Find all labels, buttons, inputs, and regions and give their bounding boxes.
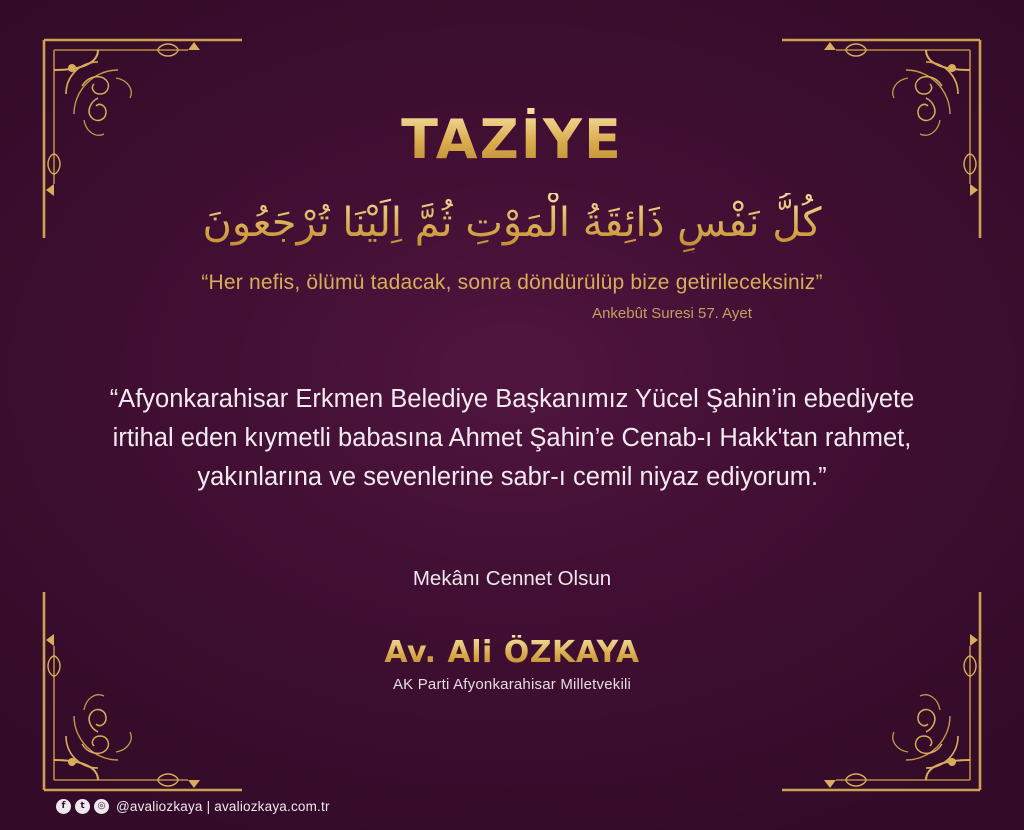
wish-text: Mekânı Cennet Olsun [412,567,612,590]
footer-bar [56,799,330,814]
condolence-message: “Afyonkarahisar Erkmen Belediye Başkanımız Yücel Şahin’in ebediyete irtihal eden kıymetli babasına Ahmet Şahin’e Cenab-ı Hakk'tan rahmet, yakınlarına ve sevenlerine sabr-ı cemil niyaz ediyorum.” [109,385,915,491]
quran-verse-source: Ankebût Suresi 57. Ayet [592,305,752,322]
quran-verse-translation: “Her nefis, ölümü tadacak, sonra döndürülüp bize getirileceksiniz” [201,271,823,294]
page-title: TAZİYE [401,108,623,171]
signature-name: Av. Ali ÖZKAYA [384,635,640,670]
facebook-icon[interactable]: f [56,799,71,814]
instagram-icon[interactable]: ◎ [94,799,109,814]
quran-verse-arabic: كُلُّ نَفْسٍ ذَائِقَةُ الْمَوْتِ ثُمَّ اِلَيْنَا تُرْجَعُونَ [202,193,821,253]
signature-title: AK Parti Afyonkarahisar Milletvekili [392,676,632,693]
social-handle[interactable]: @avaliozkaya | avaliozkaya.com.tr [116,799,330,814]
social-icons [56,799,109,814]
twitter-icon[interactable]: t [75,799,90,814]
